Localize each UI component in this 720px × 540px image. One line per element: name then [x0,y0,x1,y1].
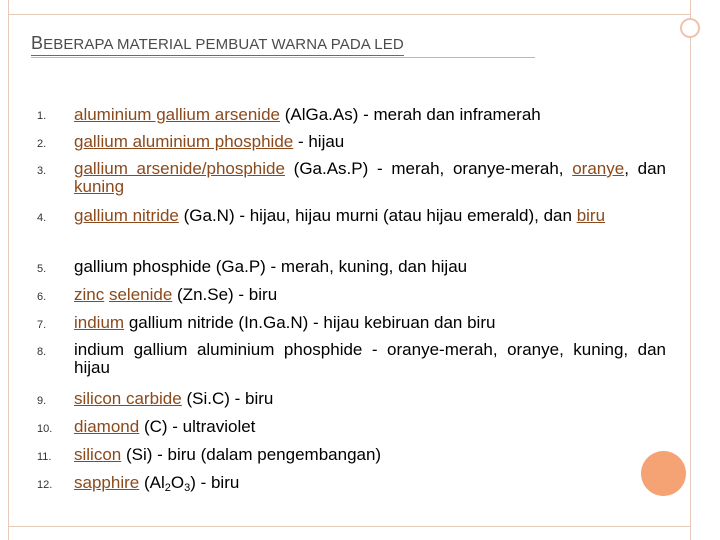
item-number: 7. [37,319,47,331]
item-number: 5. [37,263,47,275]
item-number: 4. [37,212,47,224]
frame-line-top [8,14,690,15]
item-link[interactable]: gallium aluminium phosphide [74,132,294,151]
item-text: diamond (C) - ultraviolet [74,417,256,436]
item-text: indium gallium nitride (In.Ga.N) - hijau kebiruan dan biru [74,313,496,332]
item-link[interactable]: zinc [74,285,105,304]
item-number: 8. [37,346,47,358]
title-rest: EBERAPA MATERIAL PEMBUAT WARNA PADA LED [43,36,404,53]
item-number: 9. [37,395,47,407]
item-link[interactable]: oranye [572,159,625,178]
item-text: aluminium gallium arsenide (AlGa.As) - merah dan inframerah [74,105,541,124]
item-text: gallium arsenide/phosphide (Ga.As.P) - merah, oranye-merah, oranye, dan kuning [74,159,666,196]
item-link[interactable]: selenide [108,285,173,304]
decorative-ring-icon [680,18,700,38]
item-text: gallium phosphide (Ga.P) - merah, kuning, dan hijau [74,257,468,276]
item-link[interactable]: indium [74,313,125,332]
item-number: 1. [37,110,47,122]
item-link[interactable]: aluminium gallium arsenide [74,105,280,124]
item-link[interactable]: kuning [74,177,125,196]
item-link[interactable]: gallium arsenide/phosphide [74,159,285,178]
item-number: 12. [37,479,53,491]
title-first-letter: B [31,33,44,53]
item-text: sapphire (Al2O3) - biru [74,473,240,494]
frame-line-right [690,0,691,540]
item-number: 6. [37,291,47,303]
item-link[interactable]: silicon carbide [74,389,182,408]
item-text: zinc selenide (Zn.Se) - biru [74,285,278,304]
item-text: gallium aluminium phosphide - hijau [74,132,345,151]
item-text: silicon (Si) - biru (dalam pengembangan) [74,445,382,464]
subscript: 2 [164,482,171,494]
item-link[interactable]: diamond [74,417,140,436]
item-link[interactable]: biru [576,206,606,225]
item-link[interactable]: gallium nitride [74,206,179,225]
item-link[interactable]: silicon [74,445,122,464]
frame-line-left [8,0,9,540]
item-text: silicon carbide (Si.C) - biru [74,389,274,408]
item-link[interactable]: sapphire [74,473,140,492]
subscript: 3 [184,482,191,494]
item-text: gallium nitride (Ga.N) - hijau, hijau murni (atau hijau emerald), dan biru [74,206,606,225]
item-number: 11. [37,451,52,463]
item-number: 3. [37,165,47,177]
item-number: 10. [37,423,53,435]
title-underline [31,57,535,58]
frame-line-bottom [8,526,690,527]
item-text: indium gallium aluminium phosphide - oranye-merah, oranye, kuning, dan hijau [74,340,666,377]
slide-title [31,33,404,56]
item-number: 2. [37,138,47,150]
